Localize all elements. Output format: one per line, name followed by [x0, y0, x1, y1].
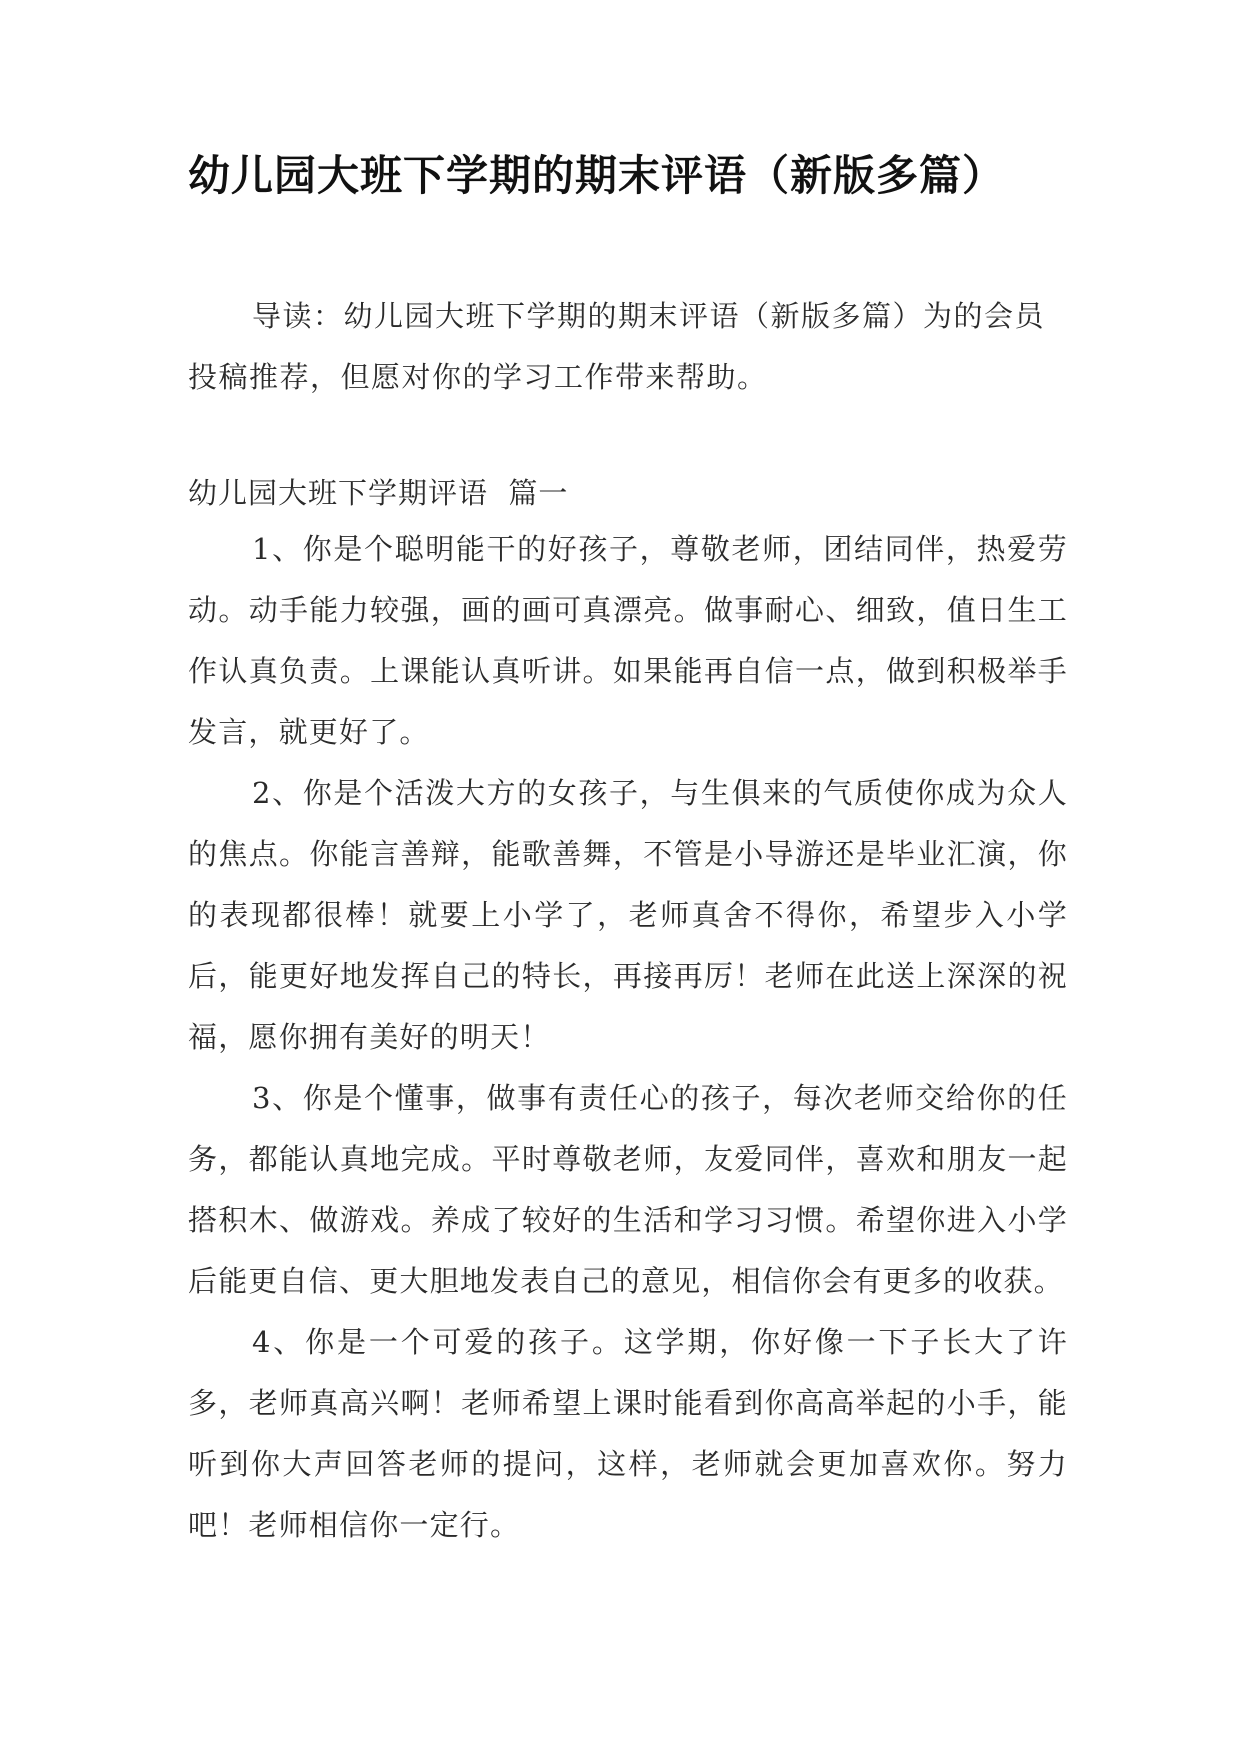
section-heading: 幼儿园大班下学期评语 篇一: [188, 476, 569, 510]
comment-item-1: 1、你是个聪明能干的好孩子，尊敬老师，团结同伴，热爱劳动。动手能力较强，画的画可真漂亮。做事耐心、细致，值日生工作认真负责。上课能认真听讲。如果能再自信一点，做到积极举手发言，就更好了。: [188, 532, 1068, 749]
comment-item-3: 3、你是个懂事，做事有责任心的孩子，每次老师交给你的任务，都能认真地完成。平时尊敬老师，友爱同伴，喜欢和朋友一起搭积木、做游戏。养成了较好的生活和学习习惯。希望你进入小学后能更自信、更大胆地发表自己的意见，相信你会有更多的收获。: [188, 1081, 1068, 1298]
comment-item-2: 2、你是个活泼大方的女孩子，与生俱来的气质使你成为众人的焦点。你能言善辩，能歌善舞，不管是小导游还是毕业汇演，你的表现都很棒！就要上小学了，老师真舍不得你，希望步入小学后，能更好地发挥自己的特长，再接再厉！老师在此送上深深的祝福，愿你拥有美好的明天！: [188, 776, 1068, 1054]
intro-paragraph: 导读：幼儿园大班下学期的期末评语（新版多篇）为的会员投稿推荐，但愿对你的学习工作带来帮助。: [188, 299, 1046, 394]
body-text: [188, 519, 1068, 1556]
document-title: 幼儿园大班下学期的期末评语（新版多篇）: [188, 151, 1006, 200]
comment-item-4: 4、你是一个可爱的孩子。这学期，你好像一下子长大了许多，老师真高兴啊！老师希望上课时能看到你高高举起的小手，能听到你大声回答老师的提问，这样，老师就会更加喜欢你。努力吧！老师相信你一定行。: [188, 1325, 1068, 1542]
